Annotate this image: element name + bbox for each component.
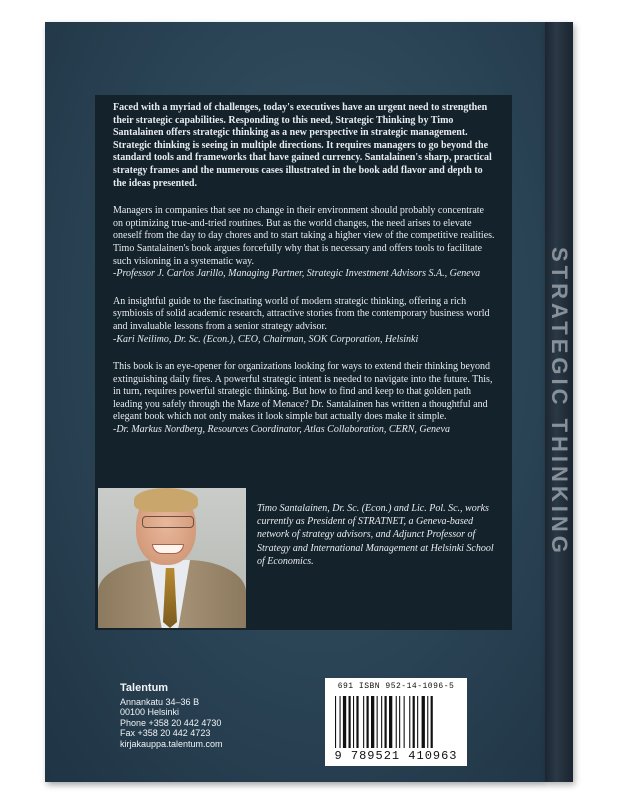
barcode-stripe xyxy=(409,696,410,748)
barcode-stripe xyxy=(340,696,341,748)
quote-3-text: This book is an eye-opener for organizations looking for ways to extend their thinking beyond extinguishing daily fires. A powerful strategic intent is needed to navigate into the future. This, in turn, requires powerful strategic thinking. But how to find and keep to that golden path leading you safely through the Maze of Menace? Dr. Santalainen has written a thoughtful and elegant book which not only makes it look simple but actually does make it simple. xyxy=(113,361,493,423)
publisher-fax: Fax +358 20 442 4723 xyxy=(120,728,211,738)
quote-paragraph-2 xyxy=(113,296,495,346)
quote-1-source: -Professor J. Carlos Jarillo, Managing Partner, Strategic Investment Advisors S.A., Geneva xyxy=(113,268,481,280)
quote-1-text: Managers in companies that see no change in their environment should probably concentrate on optimizing true-and-tried routines. But as the world changes, the need arises to elevate oneself from the day to day chores and to start taking a higher view of the competitive realities. Timo Santalainen's book argues forcefully why that is necessary and offers tools to facilitate such visioning in a systematic way. xyxy=(113,205,495,267)
barcode xyxy=(325,678,467,766)
quote-paragraph-3 xyxy=(113,361,495,437)
barcode-stripe xyxy=(417,696,418,748)
author-glasses xyxy=(142,516,194,528)
spine-title: STRATEGIC THINKING xyxy=(547,247,572,557)
barcode-stripe xyxy=(404,696,405,748)
barcode-stripe xyxy=(413,696,415,748)
publisher-address-2: 00100 Helsinki xyxy=(120,707,180,717)
barcode-stripe xyxy=(363,696,364,748)
barcode-stripe xyxy=(427,696,428,748)
publisher-info xyxy=(120,683,223,749)
barcode-stripe xyxy=(385,696,387,748)
barcode-stripe xyxy=(356,696,358,748)
barcode-stripe xyxy=(377,696,378,748)
author-smile xyxy=(152,544,184,554)
publisher-name: Talentum xyxy=(120,682,169,694)
barcode-stripe xyxy=(399,696,400,748)
barcode-stripe xyxy=(422,696,425,748)
author-hair xyxy=(134,488,198,512)
barcode-stripe xyxy=(367,696,369,748)
barcode-stripe xyxy=(353,696,354,748)
isbn-text: 691 ISBN 952-14-1096-5 xyxy=(337,682,455,691)
publisher-website: kirjakauppa.talentum.com xyxy=(120,738,223,749)
book-spine xyxy=(545,22,573,782)
publisher-address-1: Annankatu 34–36 B xyxy=(120,696,200,707)
barcode-stripe xyxy=(335,696,336,748)
barcode-stripe xyxy=(371,696,374,748)
barcode-stripe xyxy=(389,696,392,748)
quote-2-source: -Kari Neilimo, Dr. Sc. (Econ.), CEO, Chairman, SOK Corporation, Helsinki xyxy=(113,333,419,345)
quote-2-text: An insightful guide to the fascinating world of modern strategic thinking, offering a rich symbiosis of solid academic research, attractive stories from the contemporary business world and invaluable lessons from a senior strategy advisor. xyxy=(113,295,490,332)
barcode-bars xyxy=(335,696,457,748)
barcode-stripe xyxy=(381,696,382,748)
barcode-stripe xyxy=(343,696,346,748)
quote-3-source: -Dr. Markus Nordberg, Resources Coordinator, Atlas Collaboration, CERN, Geneva xyxy=(113,424,450,436)
quote-paragraph-1 xyxy=(113,205,495,281)
publisher-phone: Phone +358 20 442 4730 xyxy=(120,717,222,728)
barcode-stripe xyxy=(349,696,351,748)
blurb-text xyxy=(113,102,495,452)
barcode-stripe xyxy=(396,696,397,748)
ean-number: 9 789521 410963 xyxy=(334,749,458,763)
author-bio: Timo Santalainen, Dr. Sc. (Econ.) and Lic. Pol. Sc., works currently as President of STRATNET, a Geneva-based network of strategy advisors, and Adjunct Professor of Strategy and International Management at Helsinki School of Economics. xyxy=(257,503,494,567)
barcode-stripe xyxy=(431,696,433,748)
lead-paragraph: Faced with a myriad of challenges, today's executives have an urgent need to strengthen their strategic capabilities. Responding to this need, Strategic Thinking by Timo Santalainen offers strategic thinking as a new perspective in strategic management. Strategic thinking is seeing in multiple directions. It requires managers to go beyond the standard tools and frameworks that have gained currency. Santalainen's sharp, practical strategy frames and the numerous cases illustrated in the book add flavor and depth to the ideas presented. xyxy=(113,102,492,189)
author-photo xyxy=(98,488,246,628)
